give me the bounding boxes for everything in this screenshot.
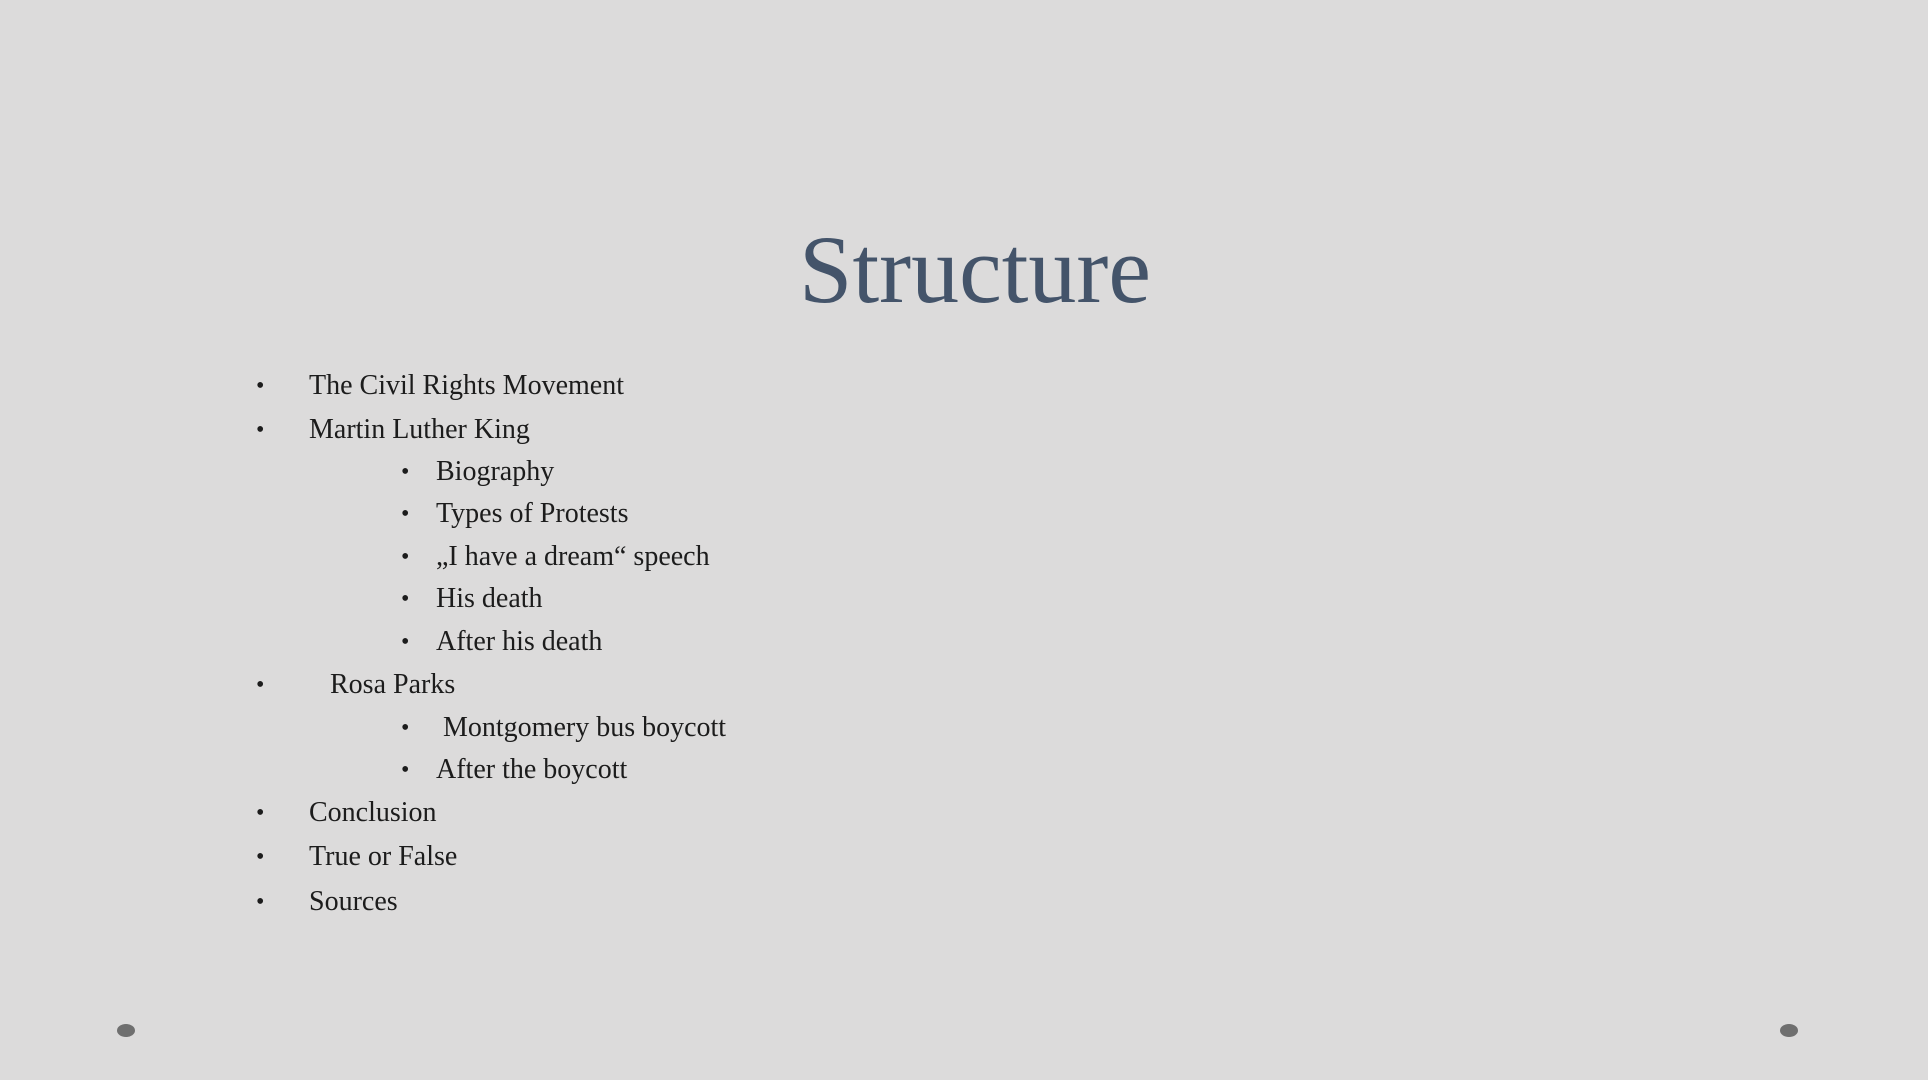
bullet-icon: • [256, 417, 265, 443]
outline-item-label: After his death [436, 626, 603, 657]
bullet-icon: • [401, 757, 410, 783]
outline-item-label: Rosa Parks [330, 669, 456, 700]
bullet-icon: • [256, 844, 265, 870]
bullet-icon: • [401, 715, 410, 741]
outline-item-label: „I have a dream“ speech [436, 541, 710, 572]
bullet-icon: • [401, 586, 410, 612]
outline-item-label: After the boycott [436, 754, 628, 785]
nav-dot-left-icon [117, 1024, 135, 1037]
outline-item-label: Montgomery bus boycott [443, 712, 727, 743]
outline-item-label: Types of Protests [436, 498, 629, 529]
outline-item-label: Conclusion [309, 797, 437, 828]
outline-item-label: Biography [436, 456, 555, 487]
bullet-icon: • [401, 501, 410, 527]
bullet-icon: • [256, 373, 265, 399]
outline-item-label: Martin Luther King [309, 414, 530, 445]
bullet-icon: • [256, 800, 265, 826]
bullet-icon: • [401, 544, 410, 570]
bullet-icon: • [401, 629, 410, 655]
bullet-icon: • [256, 672, 265, 698]
outline-item-label: Sources [309, 886, 398, 917]
slide-title: Structure [799, 216, 1151, 323]
bullet-icon: • [401, 459, 410, 485]
outline-item-label: True or False [309, 841, 458, 872]
outline-item-label: The Civil Rights Movement [309, 370, 624, 401]
nav-dot-right-icon [1780, 1024, 1798, 1037]
bullet-icon: • [256, 889, 265, 915]
outline-item-label: His death [436, 583, 543, 614]
